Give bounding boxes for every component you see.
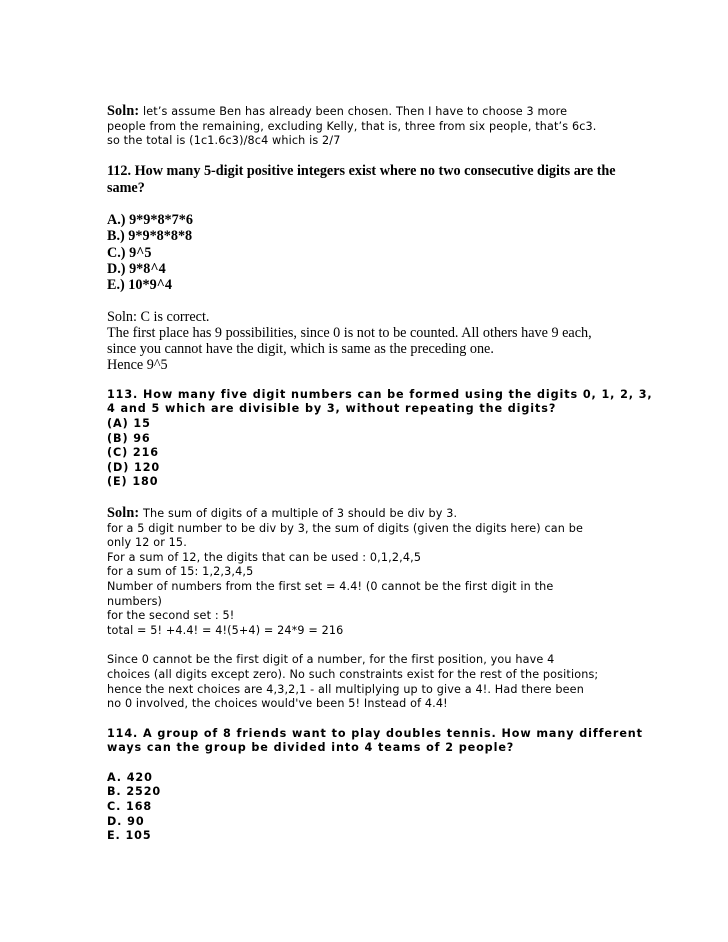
solution-113-line-7: numbers)	[107, 594, 163, 608]
soln-label: Soln:	[107, 504, 140, 521]
soln-label: Soln:	[107, 103, 140, 119]
question-114-line-1: 114. A group of 8 friends want to play doubles tennis. How many different	[107, 726, 643, 740]
option-e: E. 105	[107, 829, 152, 843]
solution-113-line-3: only 12 or 15.	[107, 536, 187, 550]
solution-112-line-1: Soln: C is correct.	[107, 308, 210, 325]
option-a: (A) 15	[107, 417, 151, 430]
solution-112-line-3: since you cannot have the digit, which is same as the preceding one.	[107, 340, 494, 357]
solution-112-line-4: Hence 9^5	[107, 356, 168, 373]
option-e: (E) 180	[107, 475, 159, 489]
question-114-line-2: ways can the group be divided into 4 teams of 2 people?	[107, 741, 515, 755]
note-113-line-2: choices (all digits except zero). No such constraints exist for the rest of the positions;	[107, 667, 599, 681]
option-d: D. 90	[107, 814, 145, 828]
option-c: C.) 9^5	[107, 244, 152, 261]
solution-111-line-3: so the total is (1c1.6c3)/8c4 which is 2/7	[107, 134, 341, 148]
question-112-line-1: 112. How many 5-digit positive integers exist where no two consecutive digits are the	[107, 162, 616, 179]
solution-113-line-5: for a sum of 15: 1,2,3,4,5	[107, 565, 254, 579]
option-d: D.) 9*8^4	[107, 261, 166, 277]
question-112-line-2: same?	[107, 179, 145, 196]
solution-113-line-6: Number of numbers from the first set = 4.4! (0 cannot be the first digit in the	[107, 579, 554, 593]
option-d: (D) 120	[107, 460, 161, 474]
question-112	[107, 163, 627, 373]
document-page	[107, 103, 653, 844]
solution-113-line-1: Soln: The sum of digits of a multiple of 3 should be div by 3.	[107, 504, 458, 521]
question-114	[107, 726, 643, 844]
solution-113-line-9: total = 5! +4.4! = 4!(5+4) = 24*9 = 216	[107, 623, 344, 637]
solution-113-line-8: for the second set : 5!	[107, 609, 235, 623]
note-113-line-1: Since 0 cannot be the first digit of a number, for the first position, you have 4	[107, 653, 555, 667]
option-a: A. 420	[107, 770, 153, 784]
note-113-line-4: no 0 involved, the choices would've been 5! Instead of 4.4!	[107, 697, 448, 711]
solution-112-line-2: The first place has 9 possibilities, since 0 is not to be counted. All others have 9 each,	[107, 324, 592, 341]
solution-111-line-1: Soln: let’s assume Ben has already been chosen. Then I have to choose 3 more	[107, 103, 568, 119]
option-b: B.) 9*9*8*8*8	[107, 228, 193, 245]
question-113	[107, 387, 653, 712]
option-c: C. 168	[107, 800, 153, 814]
solution-113-line-2: for a 5 digit number to be div by 3, the sum of digits (given the digits here) can be	[107, 521, 583, 535]
solution-111-line-2: people from the remaining, excluding Kelly, that is, three from six people, that’s 6c3.	[107, 119, 597, 133]
option-b: B. 2520	[107, 785, 162, 799]
question-113-line-2: 4 and 5 which are divisible by 3, without repeating the digits?	[107, 402, 557, 416]
option-e: E.) 10*9^4	[107, 277, 172, 294]
question-113-line-1: 113. How many five digit numbers can be formed using the digits 0, 1, 2, 3,	[107, 387, 653, 401]
note-113-line-3: hence the next choices are 4,3,2,1 - all multiplying up to give a 4!. Had there been	[107, 682, 584, 696]
option-b: (B) 96	[107, 431, 151, 445]
solution-111	[107, 103, 627, 149]
option-c: (C) 216	[107, 446, 159, 460]
option-a: A.) 9*9*8*7*6	[107, 211, 193, 228]
solution-113-line-4: For a sum of 12, the digits that can be used : 0,1,2,4,5	[107, 550, 422, 564]
